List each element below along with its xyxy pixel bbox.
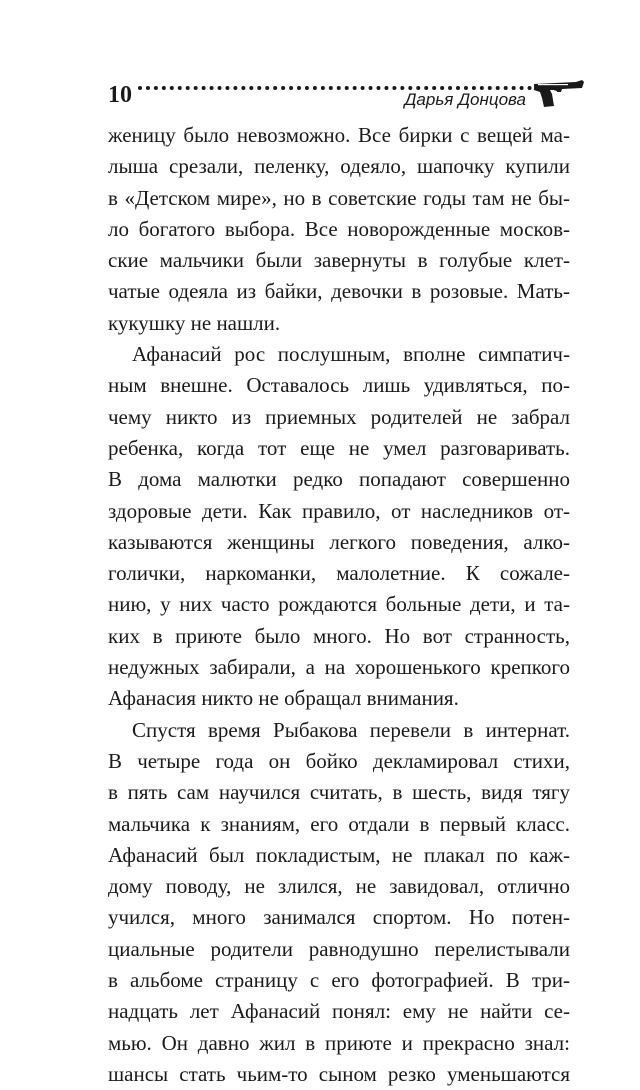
text-line: казываются женщины легкого поведения, алко- <box>108 529 570 554</box>
text-line: чатые одеяла из байки, девочки в розовые. Мать- <box>108 279 570 304</box>
text-line: ным внешне. Оставалось лишь удивляться, по- <box>108 373 570 398</box>
page-header <box>108 78 586 112</box>
text-line: дому поводу, не злился, не завидовал, отлично <box>108 874 570 899</box>
text-line: в пять сам научился считать, в шесть, видя тягу <box>108 780 570 805</box>
text-line: шансы стать чьим-то сыном резко уменьшаются <box>108 1061 570 1086</box>
text-line: чему никто из приемных родителей не забрал <box>108 404 570 429</box>
text-line: мью. Он давно жил в приюте и прекрасно знал: <box>108 1030 570 1055</box>
text-line: Афанасий был покладистым, не плакал по каж- <box>108 842 570 867</box>
text-line: нию, у них часто рождаются больные дети, и та- <box>108 592 570 617</box>
text-line: ких в приюте было много. Но вот странность, <box>108 623 570 648</box>
page-number: 10 <box>108 82 132 108</box>
text-line: в «Детском мире», но в советские годы там не бы- <box>108 185 570 210</box>
text-line: учился, много занимался спортом. Но потен- <box>108 905 570 930</box>
text-line: кукушку не нашли. <box>108 310 281 335</box>
text-line: лыша срезали, пеленку, одеяло, шапочку купили <box>108 154 570 179</box>
text-line: В четыре года он бойко декламировал стихи, <box>108 748 570 773</box>
text-line: ские мальчики были завернуты в голубые клет- <box>108 248 570 273</box>
pistol-icon <box>532 78 586 108</box>
text-line: Афанасия никто не обращал внимания. <box>108 686 459 711</box>
running-title: Дарья Донцова <box>404 90 526 109</box>
text-line: здоровые дети. Как правило, от наследников от- <box>108 498 570 523</box>
text-line: в альбоме страницу с его фотографией. В три- <box>108 968 570 993</box>
text-line: Афанасий рос послушным, вполне симпатич- <box>132 342 570 367</box>
text-body <box>108 120 570 1090</box>
text-line: надцать лет Афанасий понял: ему не найти се- <box>108 999 570 1024</box>
text-line: мальчика к знаниям, его отдали в первый класс. <box>108 811 570 836</box>
text-line: В дома малютки редко попадают совершенно <box>108 467 570 492</box>
text-line: женицу было невозможно. Все бирки с вещей ма- <box>108 123 570 147</box>
text-line: Спустя время Рыбакова перевели в интернат. <box>132 717 570 742</box>
text-line: ребенка, когда тот еще не умел разговаривать. <box>108 435 570 460</box>
text-line: голички, наркоманки, малолетние. К сожале- <box>108 561 570 586</box>
text-line: циальные родители равнодушно перелистывали <box>108 936 570 961</box>
text-line: недужных забирали, а на хорошенького крепкого <box>108 655 570 680</box>
text-line: ло богатого выбора. Все новорожденные москов- <box>108 216 570 241</box>
